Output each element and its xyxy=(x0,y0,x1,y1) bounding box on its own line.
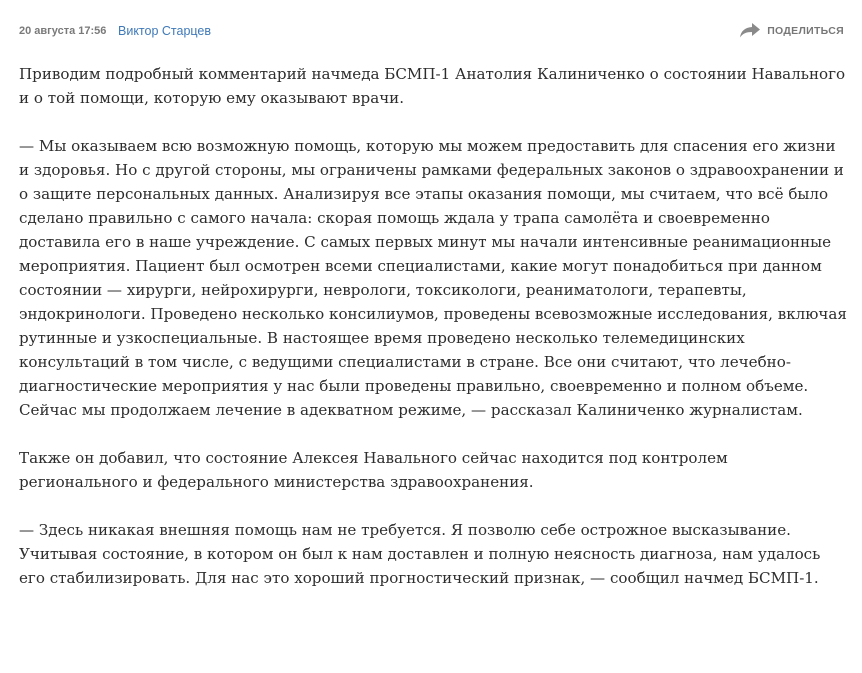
article-paragraph: — Мы оказываем всю возможную помощь, которую мы можем предоставить для спасения его жизни и здоровья. Но с другой стороны, мы ограничены рамками федеральных законов о здравоохранении и о защите персональных данных. Анализируя все этапы оказания помощи, мы считаем, что всё было сделано правильно с самого начала: скорая помощь ждала у трапа самолёта и своевременно доставила его в наше учреждение. С самых первых минут мы начали интенсивные реанимационные мероприятия. Пациент был осмотрен всеми специалистами, какие могут понадобиться при данном состоянии — хирурги, нейрохирурги, неврологи, токсикологи, реаниматологи, терапевты, эндокринологи. Проведено несколько консилиумов, проведены всевозможные исследования, включая рутинные и узкоспециальные. В настоящее время проведено несколько телемедицинских консультаций в том числе, с ведущими специалистами в стране. Все они считают, что лечебно-диагностические мероприятия у нас были проведены правильно, своевременно и полном объеме. Сейчас мы продолжаем лечение в адекватном режиме, — рассказал Калиниченко журналистам. xyxy=(19,137,847,419)
article-paragraph: Приводим подробный комментарий начмеда БСМП-1 Анатолия Калиниченко о состоянии Навального и о той помощи, которую ему оказывают врачи. xyxy=(19,65,846,107)
post-date: 20 августа 17:56 xyxy=(19,25,107,37)
news-post xyxy=(19,0,847,614)
post-meta-bar xyxy=(19,0,847,62)
article-body xyxy=(19,62,847,590)
share-label: ПОДЕЛИТЬСЯ xyxy=(767,24,844,37)
author-link[interactable]: Виктор Старцев xyxy=(118,24,212,38)
article-paragraph: Также он добавил, что состояние Алексея Навального сейчас находится под контролем регионального и федерального министерства здравоохранения. xyxy=(19,449,728,491)
share-button[interactable] xyxy=(740,23,844,38)
article-paragraph: — Здесь никакая внешняя помощь нам не требуется. Я позволю себе острожное высказывание. Учитывая состояние, в котором он был к нам доставлен и полную неясность диагноза, нам удалось его стабилизировать. Для нас это хороший прогностический признак, — сообщил начмед БСМП-1. xyxy=(19,521,821,587)
share-arrow-icon xyxy=(740,23,760,38)
